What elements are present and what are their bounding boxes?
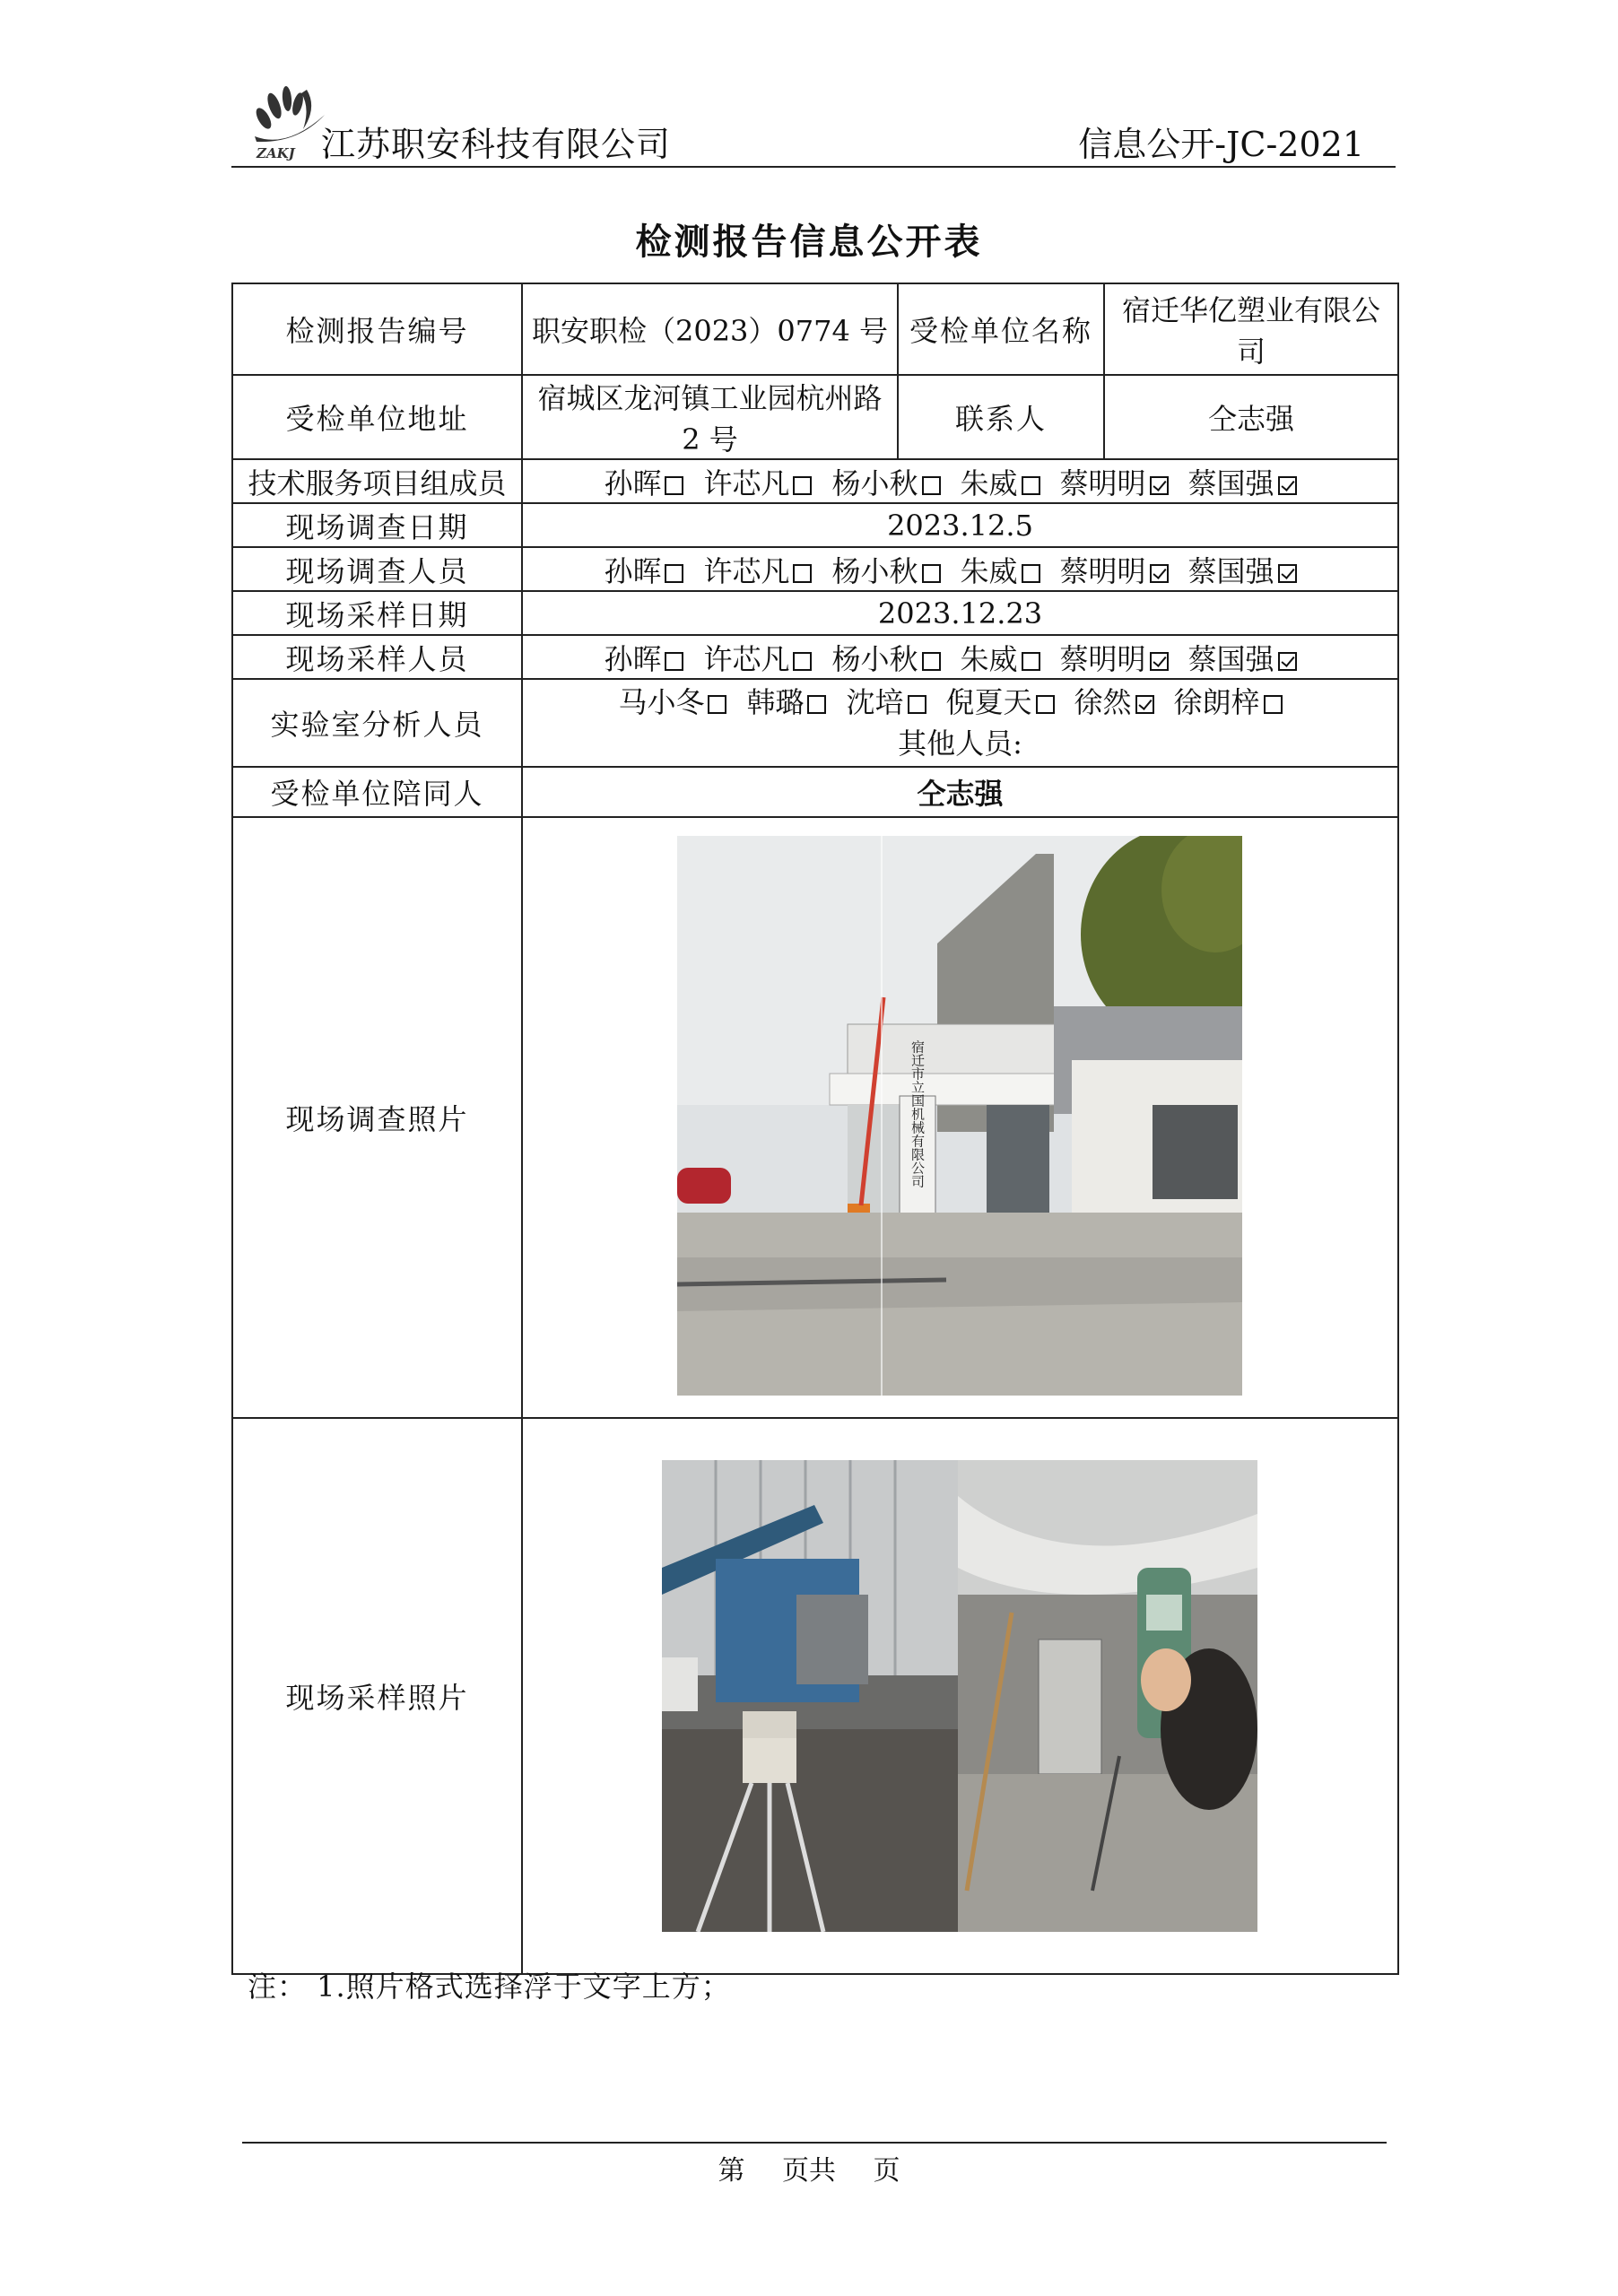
checked-box-icon[interactable] (1150, 652, 1169, 671)
staff-name: 蔡明明 (1059, 641, 1146, 676)
escort-label: 受检单位陪同人 (232, 767, 522, 817)
table-row (232, 591, 1398, 635)
unchecked-box-icon[interactable] (793, 652, 812, 671)
note-text: 注： 1.照片格式选择浮于文字上方； (248, 1970, 731, 2004)
staff-name: 徐朗梓 (1173, 685, 1260, 719)
table-row (232, 767, 1398, 817)
staff-name: 蔡明明 (1059, 465, 1146, 500)
survey-photo-cell (522, 817, 1398, 1418)
tech-team-checklist (522, 459, 1398, 503)
unchecked-box-icon[interactable] (793, 476, 812, 495)
report-info-table (231, 283, 1399, 1975)
unchecked-box-icon[interactable] (1036, 695, 1055, 714)
escort-value: 仝志强 (522, 767, 1398, 817)
checked-box-icon[interactable] (1135, 695, 1154, 714)
report-no-value: 职安职检（2023）0774 号 (522, 283, 898, 375)
staff-name: 朱威 (960, 553, 1018, 588)
lab-staff-checklist (530, 682, 1390, 723)
staff-name: 许芯凡 (703, 553, 790, 588)
staff-name: 孙晖 (604, 641, 662, 676)
staff-name: 朱威 (960, 465, 1018, 500)
sampling-date-label: 现场采样日期 (232, 591, 522, 635)
unchecked-box-icon[interactable] (922, 564, 941, 583)
survey-date-value: 2023.12.5 (522, 503, 1398, 547)
footer-rule (242, 2142, 1387, 2144)
staff-name: 许芯凡 (703, 641, 790, 676)
table-row (232, 817, 1398, 1418)
staff-name: 孙晖 (604, 553, 662, 588)
survey-date-label: 现场调查日期 (232, 503, 522, 547)
unit-name-value: 宿迁华亿塑业有限公司 (1104, 283, 1398, 375)
unchecked-box-icon[interactable] (1022, 476, 1040, 495)
unchecked-box-icon[interactable] (1264, 695, 1283, 714)
lab-staff-label: 实验室分析人员 (232, 679, 522, 767)
unchecked-box-icon[interactable] (1022, 652, 1040, 671)
sampling-photo-left (662, 1460, 958, 1932)
sampling-staff-checklist (522, 635, 1398, 679)
table-row (232, 1418, 1398, 1974)
staff-name: 孙晖 (604, 465, 662, 500)
document-code: 信息公开-JC-2021 (1078, 125, 1364, 164)
logo-text: ZAKJ (257, 145, 295, 161)
unchecked-box-icon[interactable] (908, 695, 926, 714)
contact-label: 联系人 (898, 375, 1104, 459)
photo-sign-text: 宿迁市立国机械有限公司 (909, 1039, 926, 1188)
survey-staff-label: 现场调查人员 (232, 547, 522, 591)
sampling-date-value: 2023.12.23 (522, 591, 1398, 635)
unit-address-label: 受检单位地址 (232, 375, 522, 459)
unchecked-box-icon[interactable] (665, 476, 683, 495)
tech-team-label: 技术服务项目组成员 (232, 459, 522, 503)
checked-box-icon[interactable] (1278, 564, 1297, 583)
unchecked-box-icon[interactable] (807, 695, 826, 714)
unit-name-label: 受检单位名称 (898, 283, 1104, 375)
survey-site-photo (677, 836, 1242, 1396)
staff-name: 倪夏天 (945, 685, 1032, 719)
staff-name: 蔡国强 (1187, 553, 1274, 588)
unchecked-box-icon[interactable] (708, 695, 726, 714)
staff-name: 杨小秋 (831, 465, 918, 500)
table-row (232, 679, 1398, 767)
survey-photo-label: 现场调查照片 (232, 817, 522, 1418)
header-rule (231, 166, 1396, 168)
table-row (232, 635, 1398, 679)
contact-value: 仝志强 (1104, 375, 1398, 459)
unchecked-box-icon[interactable] (793, 564, 812, 583)
table-row (232, 459, 1398, 503)
staff-name: 徐然 (1074, 685, 1132, 719)
page-title: 检测报告信息公开表 (635, 221, 983, 263)
checked-box-icon[interactable] (1150, 564, 1169, 583)
checked-box-icon[interactable] (1278, 476, 1297, 495)
unchecked-box-icon[interactable] (922, 652, 941, 671)
sampling-photo-label: 现场采样照片 (232, 1418, 522, 1974)
table-row (232, 283, 1398, 375)
staff-name: 朱威 (960, 641, 1018, 676)
staff-name: 韩璐 (746, 685, 805, 719)
sampling-photo-cell (522, 1418, 1398, 1974)
checked-box-icon[interactable] (1278, 652, 1297, 671)
unchecked-box-icon[interactable] (665, 564, 683, 583)
checked-box-icon[interactable] (1150, 476, 1169, 495)
staff-name: 蔡明明 (1059, 553, 1146, 588)
table-row (232, 503, 1398, 547)
sampling-staff-label: 现场采样人员 (232, 635, 522, 679)
report-no-label: 检测报告编号 (232, 283, 522, 375)
staff-name: 杨小秋 (831, 553, 918, 588)
unchecked-box-icon[interactable] (665, 652, 683, 671)
staff-name: 许芯凡 (703, 465, 790, 500)
table-row (232, 547, 1398, 591)
unchecked-box-icon[interactable] (922, 476, 941, 495)
staff-name: 沈培 (846, 685, 904, 719)
sampling-photo-right (958, 1460, 1257, 1932)
company-name: 江苏职安科技有限公司 (321, 125, 672, 164)
unchecked-box-icon[interactable] (1022, 564, 1040, 583)
staff-name: 蔡国强 (1187, 641, 1274, 676)
page-footer: 第 页共 页 (718, 2155, 900, 2187)
survey-staff-checklist (522, 547, 1398, 591)
company-logo (244, 72, 330, 161)
staff-name: 蔡国强 (1187, 465, 1274, 500)
lab-staff-cell (522, 679, 1398, 767)
other-staff-label: 其他人员: (898, 726, 1022, 761)
staff-name: 杨小秋 (831, 641, 918, 676)
unit-address-value: 宿城区龙河镇工业园杭州路 2 号 (522, 375, 898, 459)
staff-name: 马小冬 (618, 685, 705, 719)
table-row (232, 375, 1398, 459)
